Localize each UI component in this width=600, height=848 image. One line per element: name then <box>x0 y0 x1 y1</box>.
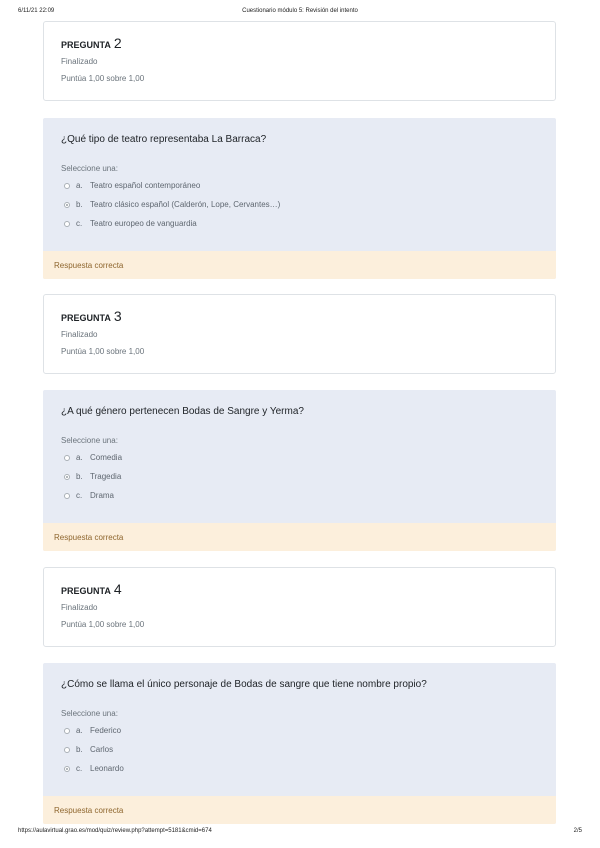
radio-button[interactable] <box>64 747 70 753</box>
answer-option[interactable] <box>64 740 124 759</box>
print-header <box>18 8 582 20</box>
feedback-correct: Respuesta correcta <box>43 796 556 824</box>
question-label: PREGUNTA <box>61 313 111 323</box>
question-info-card <box>43 21 556 101</box>
question-number: 2 <box>113 35 122 51</box>
answer-option[interactable] <box>64 195 280 214</box>
answer-option[interactable] <box>64 176 280 195</box>
question-heading <box>61 35 122 51</box>
question-state: Finalizado <box>61 330 98 339</box>
answer-letter: a. <box>76 181 83 190</box>
answer-text: Leonardo <box>90 764 124 773</box>
question-content <box>43 390 556 551</box>
question-number: 3 <box>113 308 122 324</box>
print-date: 6/11/21 22:09 <box>18 8 55 14</box>
answer-letter: c. <box>76 764 83 773</box>
question-text: ¿A qué género pertenecen Bodas de Sangre y Yerma? <box>61 406 304 417</box>
answer-option[interactable] <box>64 467 122 486</box>
question-state: Finalizado <box>61 57 98 66</box>
answer-prompt: Seleccione una: <box>61 709 118 718</box>
page-number: 2/5 <box>573 828 582 834</box>
answer-letter: b. <box>76 745 83 754</box>
answer-text: Federico <box>90 726 122 735</box>
feedback-correct: Respuesta correcta <box>43 251 556 279</box>
answer-text: Teatro clásico español (Calderón, Lope, Cervantes…) <box>90 200 281 209</box>
question-label: PREGUNTA <box>61 40 111 50</box>
question-content <box>43 663 556 824</box>
answer-option[interactable] <box>64 448 122 467</box>
answer-option[interactable] <box>64 759 124 778</box>
print-footer <box>18 828 582 840</box>
answer-option[interactable] <box>64 721 124 740</box>
answer-letter: b. <box>76 472 83 481</box>
radio-button-selected[interactable] <box>64 202 70 208</box>
radio-button[interactable] <box>64 728 70 734</box>
radio-button[interactable] <box>64 493 70 499</box>
answer-letter: a. <box>76 453 83 462</box>
answer-prompt: Seleccione una: <box>61 164 118 173</box>
radio-button[interactable] <box>64 183 70 189</box>
question-number: 4 <box>113 581 122 597</box>
print-title: Cuestionario módulo 5: Revisión del intento <box>242 8 358 14</box>
answer-text: Teatro español contemporáneo <box>90 181 201 190</box>
question-text: ¿Qué tipo de teatro representaba La Barraca? <box>61 134 267 145</box>
radio-button-selected[interactable] <box>64 474 70 480</box>
question-content <box>43 118 556 279</box>
print-url: https://aulavirtual.grao.es/mod/quiz/review.php?attempt=5181&cmid=674 <box>18 828 212 834</box>
radio-button[interactable] <box>64 221 70 227</box>
answer-letter: a. <box>76 726 83 735</box>
radio-button-selected[interactable] <box>64 766 70 772</box>
radio-button[interactable] <box>64 455 70 461</box>
answer-letter: c. <box>76 219 83 228</box>
feedback-correct: Respuesta correcta <box>43 523 556 551</box>
answer-prompt: Seleccione una: <box>61 436 118 445</box>
question-grade: Puntúa 1,00 sobre 1,00 <box>61 74 145 83</box>
answer-list <box>64 176 280 233</box>
answer-text: Carlos <box>90 745 114 754</box>
question-text: ¿Cómo se llama el único personaje de Bodas de sangre que tiene nombre propio? <box>61 679 427 690</box>
question-label: PREGUNTA <box>61 586 111 596</box>
answer-text: Teatro europeo de vanguardia <box>90 219 197 228</box>
question-info-card <box>43 294 556 374</box>
answer-letter: c. <box>76 491 83 500</box>
answer-list <box>64 448 122 505</box>
answer-text: Comedia <box>90 453 123 462</box>
question-info-card <box>43 567 556 647</box>
answer-text: Drama <box>90 491 115 500</box>
question-heading <box>61 581 122 597</box>
answer-list <box>64 721 124 778</box>
question-heading <box>61 308 122 324</box>
question-grade: Puntúa 1,00 sobre 1,00 <box>61 347 145 356</box>
question-grade: Puntúa 1,00 sobre 1,00 <box>61 620 145 629</box>
question-state: Finalizado <box>61 603 98 612</box>
answer-option[interactable] <box>64 486 122 505</box>
answer-option[interactable] <box>64 214 280 233</box>
answer-text: Tragedia <box>90 472 122 481</box>
answer-letter: b. <box>76 200 83 209</box>
